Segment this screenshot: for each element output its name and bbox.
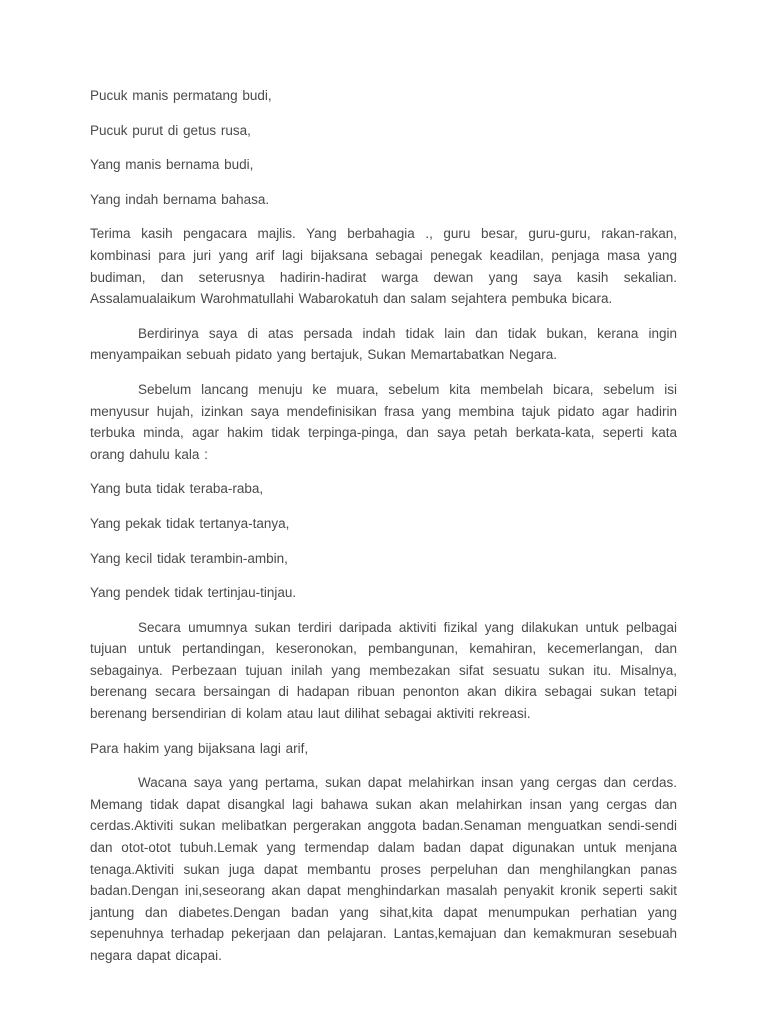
text-line: Yang pendek tidak tertinjau-tinjau. bbox=[90, 585, 297, 601]
paragraph: Sebelum lancang menuju ke muara, sebelum kita membelah bicara, sebelum isi menyusur hujah, izinkan saya mendefinisikan frasa yang membina tajuk pidato agar hadirin terbuka minda, agar hakim tidak terpinga-pinga, dan saya petah berkata-kata, seperti kata orang dahulu kala : bbox=[90, 381, 677, 462]
text-line: Para hakim yang bijaksana lagi arif, bbox=[90, 740, 309, 756]
text-line: Yang pekak tidak tertanya-tanya, bbox=[90, 515, 290, 531]
paragraph: Secara umumnya sukan terdiri daripada aktiviti fizikal yang dilakukan untuk pelbagai tujuan untuk pertandingan, keseronokan, pembangunan, kemahiran, kecemerlangan, dan sebagainya. Perbezaan tujuan inilah yang membezakan sifat sesuatu sukan itu. Misalnya, berenang secara bersaingan di hadapan ribuan penonton akan dikira sebagai sukan tetapi berenang bersendirian di kolam atau laut dilihat sebagai aktiviti rekreasi. bbox=[90, 619, 677, 722]
text-line: Pucuk manis permatang budi, bbox=[90, 88, 272, 103]
text-line: Yang indah bernama bahasa. bbox=[90, 191, 270, 207]
paragraph: Wacana saya yang pertama, sukan dapat melahirkan insan yang cergas dan cerdas. Memang tidak dapat disangkal lagi bahawa sukan akan melahirkan insan yang cergas dan cerdas.Aktiviti sukan melibatkan pergerakan anggota badan.Senaman menguatkan sendi-sendi dan otot-otot tubuh.Lemak yang termendap dalam badan dapat digunakan untuk menjana tenaga.Aktiviti sukan juga dapat membantu proses perpeluhan dan menghilangkan panas badan.Dengan ini,seseorang akan dapat menghindarkan masalah penyakit kronik seperti sakit jantung dan diabetes.Dengan badan yang sihat,kita dapat menumpukan perhatian yang sepenuhnya terhadap pekerjaan dan pelajaran. Lantas,kemajuan dan kemakmuran sesebuah negara dapat dicapai. bbox=[90, 775, 677, 963]
text-line: Yang buta tidak teraba-raba, bbox=[90, 481, 264, 497]
paragraph: Terima kasih pengacara majlis. Yang berbahagia ., guru besar, guru-guru, rakan-rakan, kombinasi para juri yang arif lagi bijaksana sebagai penegak keadilan, penjaga masa yang budiman, dan seterusnya hadirin-hadirat warga dewan yang saya kasih sekalian. Assalamualaikum Warohmatullahi Wabarokatuh dan salam sejahtera pembuka bicara. bbox=[90, 226, 677, 307]
text-line: Pucuk purut di getus rusa, bbox=[90, 122, 251, 138]
text-line: Yang kecil tidak terambin-ambin, bbox=[90, 550, 288, 566]
document-body bbox=[90, 85, 677, 967]
paragraph: Berdirinya saya di atas persada indah tidak lain dan tidak bukan, kerana ingin menyampaikan sebuah pidato yang bertajuk, Sukan Memartabatkan Negara. bbox=[90, 325, 677, 363]
text-line: Yang manis bernama budi, bbox=[90, 157, 254, 173]
